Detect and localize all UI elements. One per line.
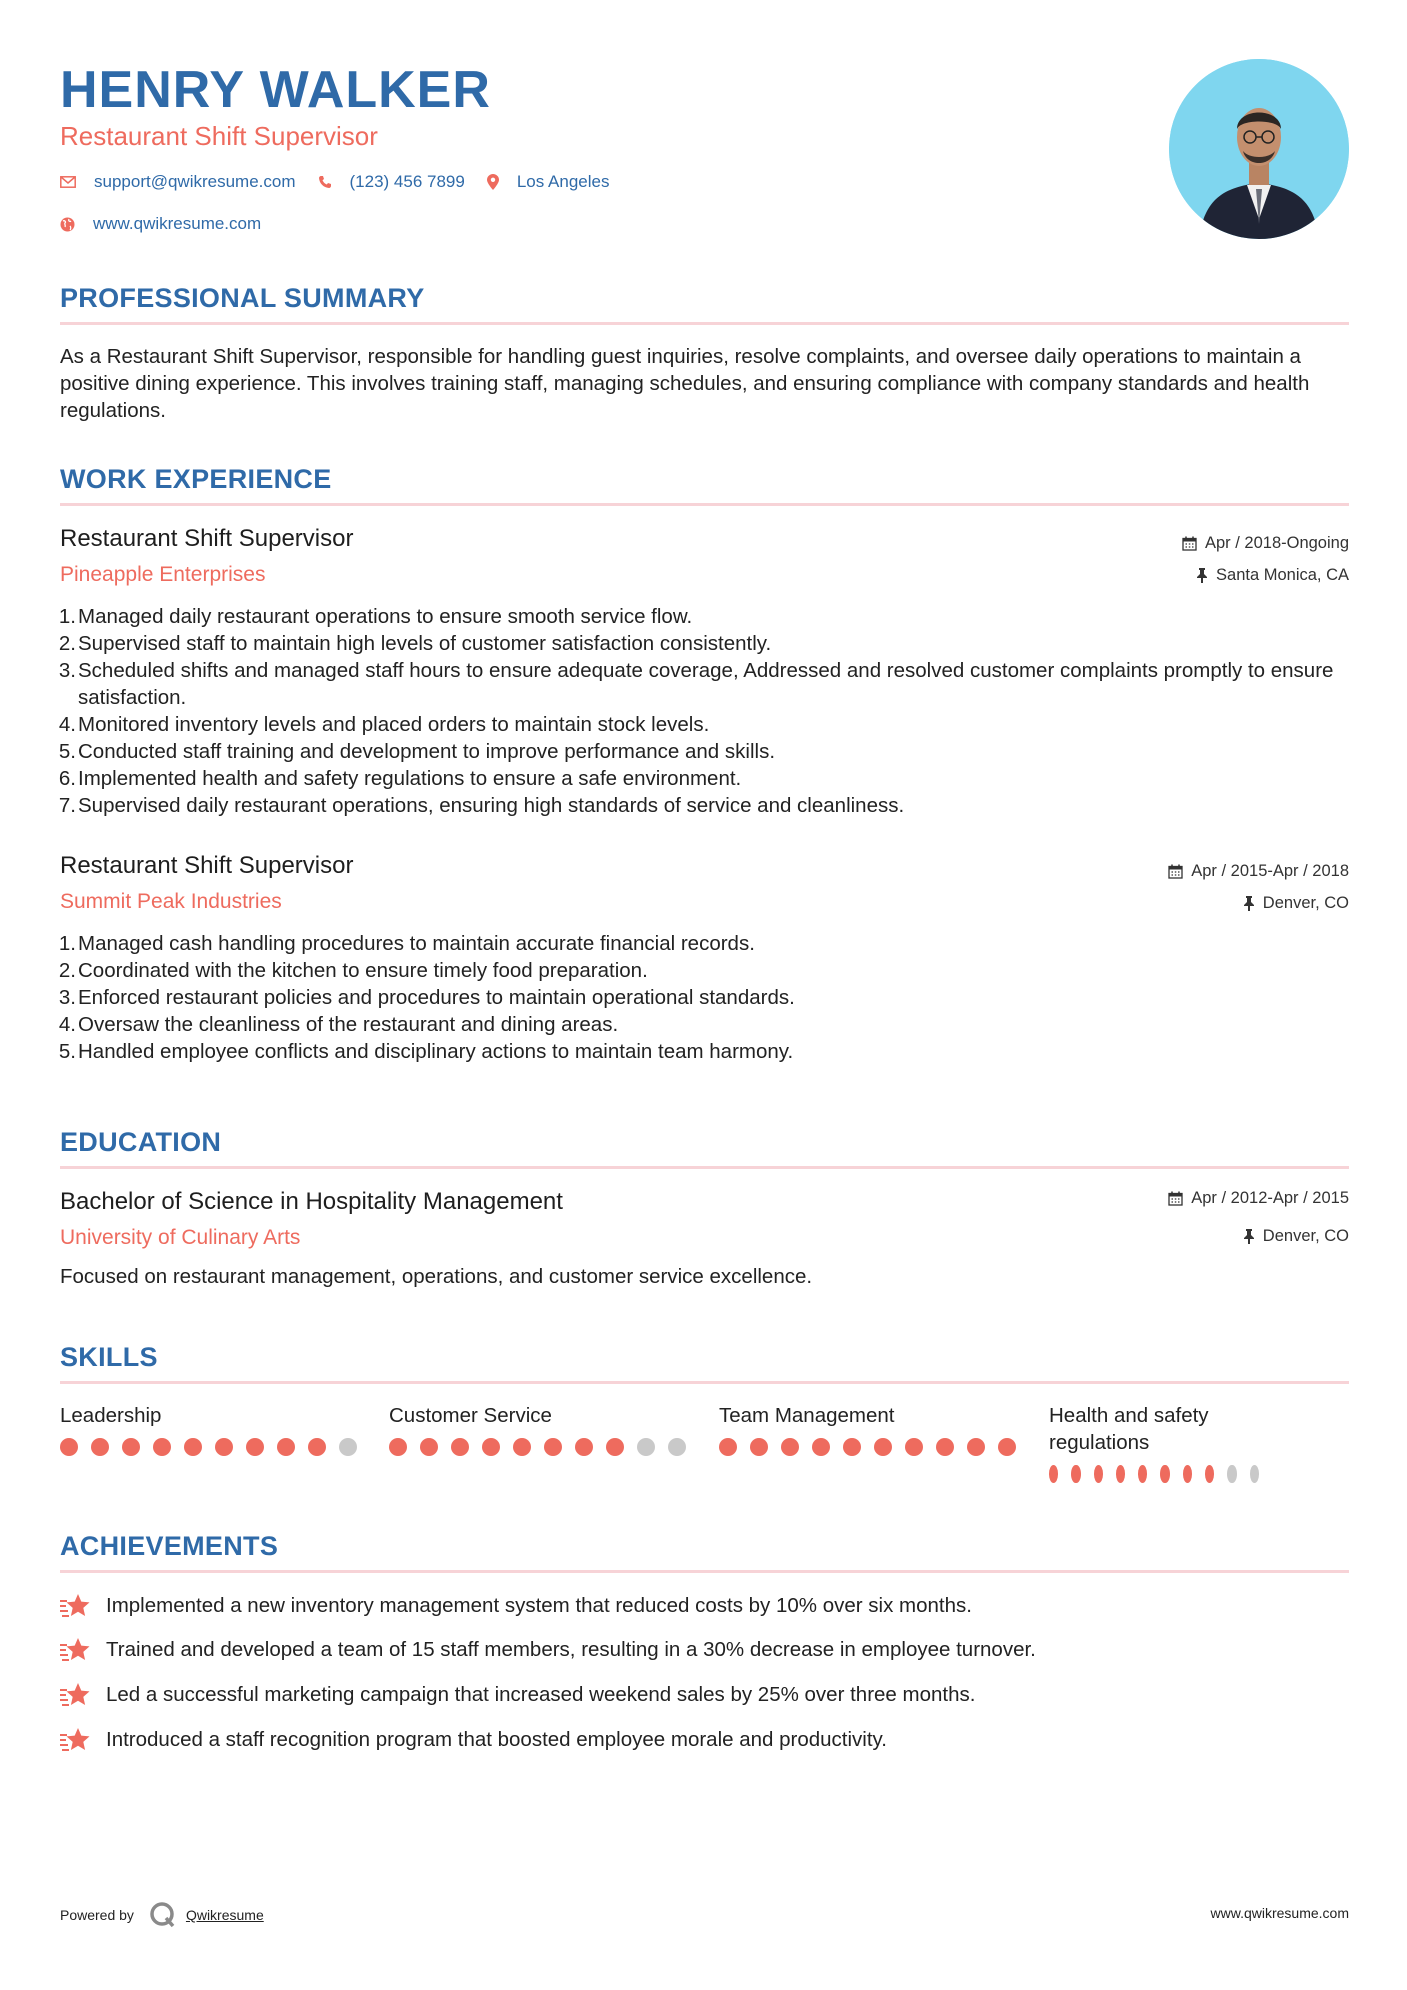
achievement-item <box>60 1681 975 1708</box>
candidate-title: Restaurant Shift Supervisor <box>60 121 378 151</box>
list-item <box>58 630 1338 657</box>
skill-label: Team Management <box>719 1404 895 1427</box>
summary-divider <box>60 322 1349 325</box>
rating-dot-filled <box>843 1438 861 1456</box>
rating-dot-filled <box>1205 1465 1214 1483</box>
achievement-text: Led a successful marketing campaign that increased weekend sales by 25% over three months. <box>106 1683 976 1706</box>
list-number: 1. <box>58 932 76 955</box>
contact-row-web <box>60 214 283 234</box>
list-number: 2. <box>58 632 76 655</box>
education-description: Focused on restaurant management, operations, and customer service excellence. <box>60 1265 813 1288</box>
list-text: Monitored inventory levels and placed orders to maintain stock levels. <box>78 713 710 736</box>
list-number: 6. <box>58 767 76 790</box>
rating-dot-filled <box>544 1438 562 1456</box>
rating-dot-filled <box>719 1438 737 1456</box>
job-1-company: Pineapple Enterprises <box>60 563 266 586</box>
candidate-name: HENRY WALKER <box>60 61 491 119</box>
list-item <box>58 765 1338 792</box>
rating-dot-filled <box>308 1438 326 1456</box>
rating-dot-filled <box>215 1438 233 1456</box>
education-divider <box>60 1166 1349 1169</box>
rating-dot-filled <box>575 1438 593 1456</box>
contact-location <box>487 172 610 192</box>
star-icon <box>60 1593 92 1619</box>
list-text: Managed daily restaurant operations to ensure smooth service flow. <box>78 605 693 628</box>
achievement-item <box>60 1592 972 1619</box>
pushpin-icon <box>1243 1229 1255 1244</box>
job-2-dates-text: Apr / 2015-Apr / 2018 <box>1191 862 1349 880</box>
rating-dot-empty <box>339 1438 357 1456</box>
list-text: Supervised daily restaurant operations, ensuring high standards of service and cleanliness. <box>78 794 905 817</box>
rating-dot-empty <box>668 1438 686 1456</box>
skill-rating <box>389 1438 689 1456</box>
rating-dot-filled <box>905 1438 923 1456</box>
list-number: 2. <box>58 959 76 982</box>
rating-dot-filled <box>153 1438 171 1456</box>
footer-url[interactable]: www.qwikresume.com <box>1210 1905 1349 1921</box>
list-text: Scheduled shifts and managed staff hours to ensure adequate coverage, Addressed and resolved customer complaints promptly to ensure satisfaction. <box>78 659 1334 709</box>
achievement-text: Implemented a new inventory management system that reduced costs by 10% over six months. <box>106 1594 972 1617</box>
rating-dot-filled <box>60 1438 78 1456</box>
list-number: 5. <box>58 740 76 763</box>
skill-label: Leadership <box>60 1404 162 1427</box>
achievement-text: Trained and developed a team of 15 staff members, resulting in a 30% decrease in employee turnover. <box>106 1638 1036 1661</box>
email-text[interactable]: support@qwikresume.com <box>94 172 296 191</box>
achievement-text: Introduced a staff recognition program that boosted employee morale and productivity. <box>106 1728 887 1751</box>
calendar-icon <box>1182 536 1197 551</box>
skill-item <box>60 1402 360 1456</box>
education-dates-text: Apr / 2012-Apr / 2015 <box>1191 1189 1349 1207</box>
rating-dot-filled <box>246 1438 264 1456</box>
star-icon <box>60 1682 92 1708</box>
list-item <box>58 603 1338 630</box>
rating-dot-filled <box>1160 1465 1169 1483</box>
map-pin-icon <box>487 174 499 190</box>
phone-text: (123) 456 7899 <box>349 172 465 191</box>
list-number: 5. <box>58 1040 76 1063</box>
rating-dot-empty <box>637 1438 655 1456</box>
list-item <box>58 738 1338 765</box>
job-2-location-text: Denver, CO <box>1262 894 1349 912</box>
rating-dot-filled <box>184 1438 202 1456</box>
calendar-icon <box>1168 1191 1183 1206</box>
contact-phone[interactable] <box>318 172 465 192</box>
qwikresume-logo-icon <box>148 1900 178 1930</box>
list-text: Coordinated with the kitchen to ensure timely food preparation. <box>78 959 648 982</box>
rating-dot-filled <box>1094 1465 1103 1483</box>
list-item <box>58 657 1338 711</box>
job-1-dates-text: Apr / 2018-Ongoing <box>1204 534 1349 552</box>
rating-dot-filled <box>606 1438 624 1456</box>
rating-dot-filled <box>812 1438 830 1456</box>
rating-dot-filled <box>1049 1465 1058 1483</box>
contact-email[interactable] <box>60 172 296 192</box>
skill-label: Health and safety regulations <box>1049 1404 1209 1454</box>
rating-dot-filled <box>874 1438 892 1456</box>
rating-dot-filled <box>1138 1465 1147 1483</box>
rating-dot-filled <box>936 1438 954 1456</box>
job-1-bullets <box>58 603 1338 819</box>
list-text: Conducted staff training and development to improve performance and skills. <box>78 740 776 763</box>
achievements-divider <box>60 1570 1349 1573</box>
footer-powered-by <box>60 1900 264 1930</box>
list-item <box>58 711 1338 738</box>
skill-label: Customer Service <box>389 1404 552 1427</box>
phone-icon <box>318 175 332 189</box>
list-number: 4. <box>58 1013 76 1036</box>
achievement-item <box>60 1726 887 1753</box>
rating-dot-filled <box>967 1438 985 1456</box>
star-icon <box>60 1637 92 1663</box>
education-heading: EDUCATION <box>60 1127 222 1157</box>
job-2-company: Summit Peak Industries <box>60 890 282 913</box>
education-location-text: Denver, CO <box>1262 1227 1349 1245</box>
list-item <box>58 930 1338 957</box>
summary-text: As a Restaurant Shift Supervisor, responsible for handling guest inquiries, resolve complaints, and oversee daily operations to maintain a positive dining experience. This involves training staff, managing schedules, and ensuring compliance with company standards and health regulations. <box>60 345 1310 422</box>
list-text: Oversaw the cleanliness of the restaurant and dining areas. <box>78 1013 619 1036</box>
school-name: University of Culinary Arts <box>60 1226 301 1249</box>
list-number: 7. <box>58 794 76 817</box>
rating-dot-filled <box>451 1438 469 1456</box>
list-item <box>58 792 1338 819</box>
globe-icon <box>60 217 75 232</box>
qwikresume-link[interactable]: Qwikresume <box>185 1907 264 1923</box>
pushpin-icon <box>1243 896 1255 911</box>
list-text: Supervised staff to maintain high levels of customer satisfaction consistently. <box>78 632 772 655</box>
skill-rating <box>719 1438 1019 1456</box>
summary-heading: PROFESSIONAL SUMMARY <box>60 283 425 313</box>
skills-heading: SKILLS <box>60 1342 158 1372</box>
achievement-item <box>60 1636 1036 1663</box>
email-icon <box>60 176 76 188</box>
rating-dot-empty <box>1227 1465 1236 1483</box>
list-item <box>58 1038 1338 1065</box>
rating-dot-filled <box>277 1438 295 1456</box>
rating-dot-filled <box>420 1438 438 1456</box>
rating-dot-filled <box>1116 1465 1125 1483</box>
list-item <box>58 957 1338 984</box>
list-text: Enforced restaurant policies and procedures to maintain operational standards. <box>78 986 795 1009</box>
rating-dot-empty <box>1250 1465 1259 1483</box>
rating-dot-filled <box>1183 1465 1192 1483</box>
list-text: Handled employee conflicts and disciplinary actions to maintain team harmony. <box>78 1040 794 1063</box>
skill-item <box>389 1402 689 1456</box>
list-number: 1. <box>58 605 76 628</box>
rating-dot-filled <box>781 1438 799 1456</box>
list-number: 3. <box>58 659 76 682</box>
skill-rating <box>1049 1465 1259 1483</box>
list-item <box>58 1011 1338 1038</box>
skills-divider <box>60 1381 1349 1384</box>
job-2-title: Restaurant Shift Supervisor <box>60 852 354 879</box>
profile-photo <box>1169 59 1349 239</box>
education-location <box>1243 1225 1349 1247</box>
list-number: 4. <box>58 713 76 736</box>
job-1-title: Restaurant Shift Supervisor <box>60 525 354 552</box>
pushpin-icon <box>1196 568 1208 583</box>
job-1-dates <box>1182 532 1349 554</box>
degree-title: Bachelor of Science in Hospitality Management <box>60 1188 563 1215</box>
powered-by-text: Powered by <box>60 1907 134 1923</box>
list-number: 3. <box>58 986 76 1009</box>
rating-dot-filled <box>513 1438 531 1456</box>
achievements-heading: ACHIEVEMENTS <box>60 1531 279 1561</box>
education-dates <box>1168 1187 1349 1209</box>
calendar-icon <box>1168 864 1183 879</box>
skill-rating <box>60 1438 360 1456</box>
rating-dot-filled <box>122 1438 140 1456</box>
skill-item <box>719 1402 1019 1456</box>
rating-dot-filled <box>750 1438 768 1456</box>
list-text: Implemented health and safety regulations to ensure a safe environment. <box>78 767 742 790</box>
rating-dot-filled <box>389 1438 407 1456</box>
experience-divider <box>60 503 1349 506</box>
list-text: Managed cash handling procedures to maintain accurate financial records. <box>78 932 755 955</box>
job-2-location <box>1243 892 1349 914</box>
rating-dot-filled <box>998 1438 1016 1456</box>
contact-website[interactable] <box>60 214 261 234</box>
star-icon <box>60 1727 92 1753</box>
job-1-location <box>1196 564 1349 586</box>
job-2-dates <box>1168 860 1349 882</box>
experience-heading: WORK EXPERIENCE <box>60 464 332 494</box>
location-text: Los Angeles <box>516 172 610 191</box>
rating-dot-filled <box>1071 1465 1080 1483</box>
list-item <box>58 984 1338 1011</box>
contact-row <box>60 172 631 192</box>
rating-dot-filled <box>482 1438 500 1456</box>
rating-dot-filled <box>91 1438 109 1456</box>
job-1-location-text: Santa Monica, CA <box>1216 566 1349 584</box>
website-text[interactable]: www.qwikresume.com <box>93 214 262 233</box>
skill-item <box>1049 1402 1259 1483</box>
job-2-bullets <box>58 930 1338 1065</box>
